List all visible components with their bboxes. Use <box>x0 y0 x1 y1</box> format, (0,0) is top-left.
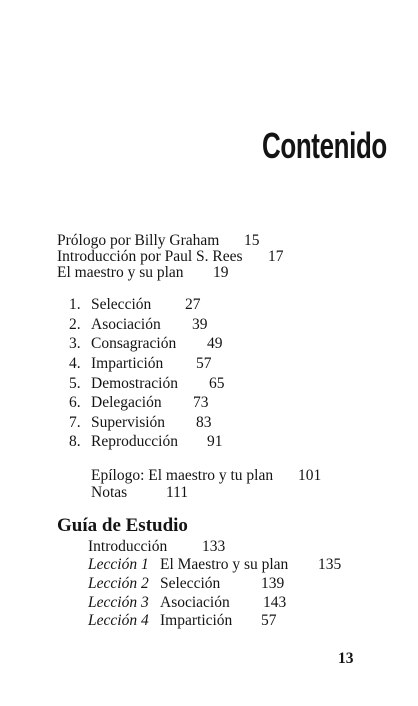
study-guide-heading: Guía de Estudio <box>57 515 188 536</box>
chapter-page: 49 <box>207 335 223 352</box>
chapter-label: Supervisión <box>91 414 166 431</box>
lesson-page: 139 <box>261 575 285 592</box>
chapter-number: 3. <box>69 335 81 352</box>
chapter-page: 57 <box>196 355 212 372</box>
chapter-label: Consagración <box>91 335 177 352</box>
toc-front-label: El maestro y su plan <box>57 264 184 281</box>
chapter-label: Reproducción <box>91 433 178 450</box>
lesson-page: 57 <box>261 612 277 629</box>
toc-back-page: 111 <box>166 484 189 501</box>
chapter-number: 5. <box>69 375 81 392</box>
chapter-label: Selección <box>91 296 152 313</box>
lesson-label: El Maestro y su plan <box>160 556 289 573</box>
chapter-page: 27 <box>185 296 201 313</box>
toc-back-page: 101 <box>298 467 322 484</box>
chapter-number: 1. <box>69 296 81 313</box>
chapter-number: 4. <box>69 355 81 372</box>
chapter-number: 6. <box>69 394 81 411</box>
study-intro-label: Introducción <box>88 538 168 555</box>
chapter-number: 8. <box>69 433 81 450</box>
toc-back-label: Notas <box>91 484 128 501</box>
toc-front-page: 19 <box>213 264 229 281</box>
chapter-label: Asociación <box>91 316 161 333</box>
chapter-label: Impartición <box>91 355 164 372</box>
lesson-number: Lección 4 <box>88 612 149 629</box>
lesson-label: Asociación <box>160 594 230 611</box>
lesson-number: Lección 3 <box>88 594 149 611</box>
chapter-page: 39 <box>192 316 208 333</box>
chapter-page: 83 <box>196 414 212 431</box>
chapter-page: 65 <box>209 375 225 392</box>
chapter-label: Delegación <box>91 394 162 411</box>
toc-front-label: Prólogo por Billy Graham <box>57 232 220 249</box>
lesson-number: Lección 2 <box>88 575 149 592</box>
lesson-page: 143 <box>263 594 287 611</box>
chapter-number: 7. <box>69 414 81 431</box>
study-intro-page: 133 <box>202 538 226 555</box>
page-title: Contenido <box>262 125 387 166</box>
chapter-page: 73 <box>193 394 209 411</box>
lesson-label: Impartición <box>160 612 233 629</box>
toc-front-page: 17 <box>268 248 284 265</box>
lesson-label: Selección <box>160 575 221 592</box>
toc-front-page: 15 <box>244 232 260 249</box>
chapter-label: Demostración <box>91 375 178 392</box>
chapter-number: 2. <box>69 316 81 333</box>
chapter-page: 91 <box>207 433 223 450</box>
lesson-page: 135 <box>318 556 342 573</box>
lesson-number: Lección 1 <box>88 556 149 573</box>
toc-back-label: Epílogo: El maestro y tu plan <box>91 467 274 484</box>
page-number: 13 <box>338 650 354 667</box>
toc-front-label: Introducción por Paul S. Rees <box>57 248 243 265</box>
